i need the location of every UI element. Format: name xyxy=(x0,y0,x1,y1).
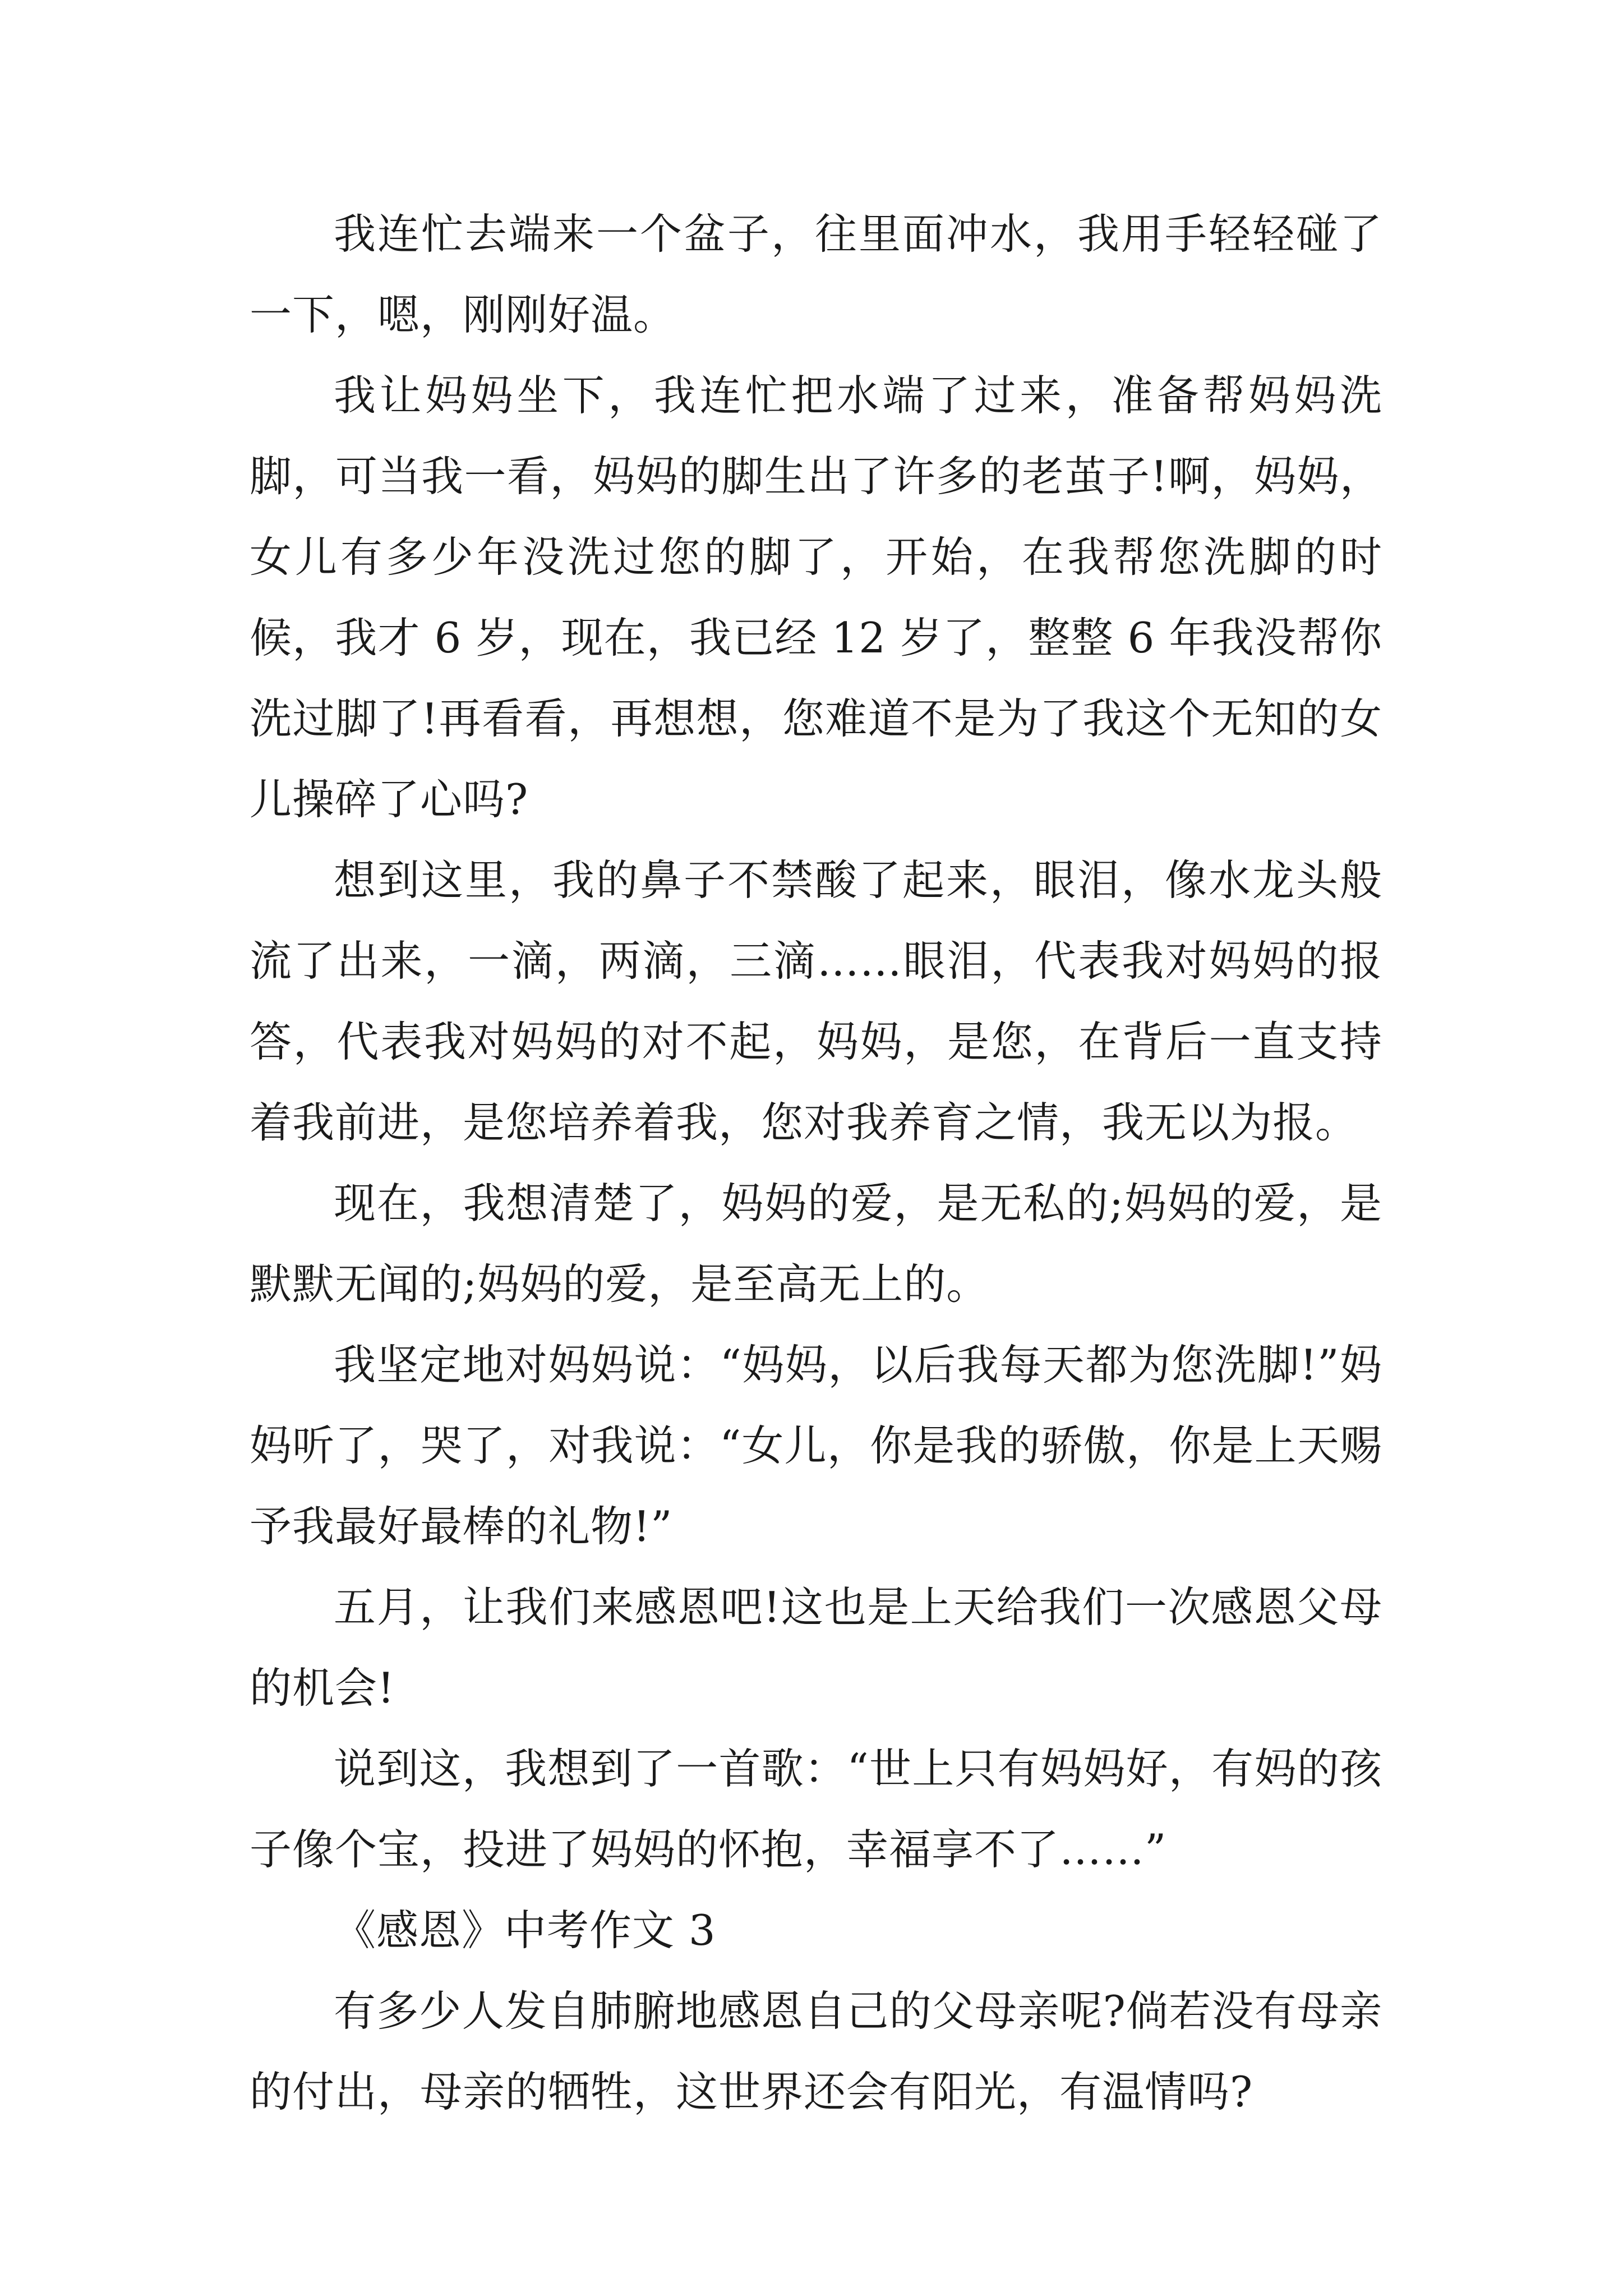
paragraph: 有多少人发自肺腑地感恩自己的父母亲呢?倘若没有母亲的付出，母亲的牺牲，这世界还会有阳光，有温情吗? xyxy=(250,1986,1382,2116)
paragraph: 五月，让我们来感恩吧!这也是上天给我们一次感恩父母的机会! xyxy=(250,1582,1382,1713)
document-body xyxy=(250,194,1382,2132)
paragraph: 想到这里，我的鼻子不禁酸了起来，眼泪，像水龙头般流了出来，一滴，两滴，三滴……眼泪，代表我对妈妈的报答，代表我对妈妈的对不起，妈妈，是您，在背后一直支持着我前进，是您培养着我，您对我养育之情，我无以为报。 xyxy=(250,855,1382,1147)
paragraph: 说到这，我想到了一首歌：“世上只有妈妈好，有妈的孩子像个宝，投进了妈妈的怀抱，幸福享不了……” xyxy=(250,1744,1382,1874)
paragraph: 我让妈妈坐下，我连忙把水端了过来，准备帮妈妈洗脚，可当我一看，妈妈的脚生出了许多的老茧子!啊，妈妈，女儿有多少年没洗过您的脚了，开始，在我帮您洗脚的时候，我才 6 岁，现在，我已经 12 岁了，整整 6 年我没帮你洗过脚了!再看看，再想想，您难道不是为了我这个无知的女儿操碎了心吗? xyxy=(250,371,1382,824)
paragraph: 我坚定地对妈妈说：“妈妈，以后我每天都为您洗脚!”妈妈听了，哭了，对我说：“女儿，你是我的骄傲，你是上天赐予我最好最棒的礼物!” xyxy=(250,1340,1382,1551)
paragraph: 现在，我想清楚了，妈妈的爱，是无私的;妈妈的爱，是默默无闻的;妈妈的爱，是至高无上的。 xyxy=(250,1179,1382,1309)
paragraph: 我连忙去端来一个盆子，往里面冲水，我用手轻轻碰了一下，嗯，刚刚好温。 xyxy=(250,209,1382,339)
section-heading: 《感恩》中考作文 3 xyxy=(334,1906,716,1955)
